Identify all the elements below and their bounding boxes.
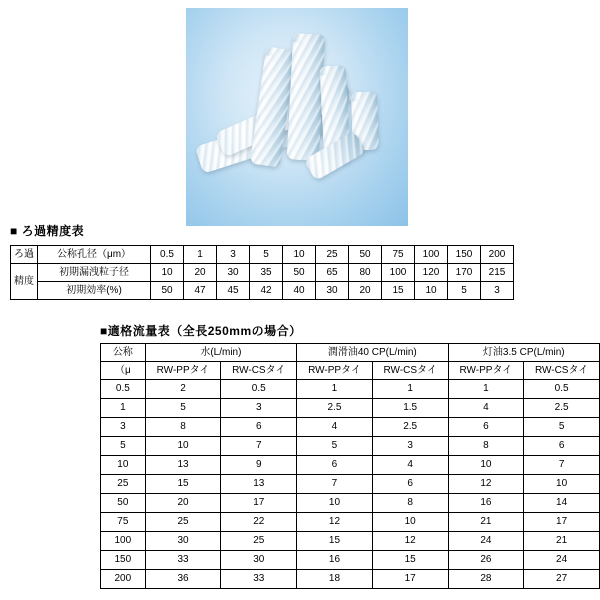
cell: 6 [372, 475, 448, 494]
row-header-initial-efficiency: 初期効率(%) [38, 282, 151, 300]
cell: 10 [415, 282, 448, 300]
cell: 15 [297, 532, 373, 551]
unit-label: （μ [101, 362, 146, 380]
cell: 10 [524, 475, 600, 494]
cell: 6 [524, 437, 600, 456]
cell: 0.5 [221, 380, 297, 399]
cell: 47 [184, 282, 217, 300]
row-label-nominal: 10 [101, 456, 146, 475]
cell: 6 [448, 418, 524, 437]
cell: 12 [297, 513, 373, 532]
table-row [101, 532, 600, 551]
cell: 22 [221, 513, 297, 532]
cell: 13 [145, 456, 221, 475]
subheader-oil-pp: RW-PPタイ [297, 362, 373, 380]
cell: 36 [145, 570, 221, 589]
cell: 12 [448, 475, 524, 494]
table-row [101, 399, 600, 418]
cell: 18 [297, 570, 373, 589]
table-header-row [101, 344, 600, 362]
table-row [11, 264, 514, 282]
cell: 7 [297, 475, 373, 494]
cell: 1 [448, 380, 524, 399]
subheader-kerosene-pp: RW-PPタイ [448, 362, 524, 380]
table-row [101, 475, 600, 494]
cell: 14 [524, 494, 600, 513]
cell: 1 [184, 246, 217, 264]
cell: 80 [349, 264, 382, 282]
product-photo [186, 8, 408, 226]
cell: 7 [524, 456, 600, 475]
cell: 10 [372, 513, 448, 532]
cell: 45 [217, 282, 250, 300]
filtration-accuracy-table [10, 245, 514, 300]
cell: 8 [145, 418, 221, 437]
cartridge-texture [287, 33, 326, 161]
cell: 21 [524, 532, 600, 551]
cell: 65 [316, 264, 349, 282]
cell: 30 [217, 264, 250, 282]
cell: 2.5 [372, 418, 448, 437]
cell: 1 [297, 380, 373, 399]
cell: 120 [415, 264, 448, 282]
row-label-filtration: ろ過 [11, 246, 38, 264]
row-label-nominal: 75 [101, 513, 146, 532]
cell: 17 [524, 513, 600, 532]
cell: 75 [382, 246, 415, 264]
group-header-kerosene: 灯油3.5 CP(L/min) [448, 344, 599, 362]
cell: 5 [145, 399, 221, 418]
cell: 4 [372, 456, 448, 475]
subheader-water-pp: RW-PPタイ [145, 362, 221, 380]
cell: 30 [221, 551, 297, 570]
cell: 3 [481, 282, 514, 300]
cell: 40 [283, 282, 316, 300]
table-row [101, 437, 600, 456]
cell: 150 [448, 246, 481, 264]
cell: 5 [448, 282, 481, 300]
cell: 4 [448, 399, 524, 418]
cell: 8 [372, 494, 448, 513]
cell: 5 [250, 246, 283, 264]
cell: 1.5 [372, 399, 448, 418]
cell: 10 [151, 264, 184, 282]
cell: 200 [481, 246, 514, 264]
table-row [101, 513, 600, 532]
cell: 6 [297, 456, 373, 475]
row-header-initial-leak-particle: 初期漏洩粒子径 [38, 264, 151, 282]
cell: 100 [415, 246, 448, 264]
row-label-nominal: 200 [101, 570, 146, 589]
corner-label-nominal: 公称 [101, 344, 146, 362]
cell: 7 [221, 437, 297, 456]
cell: 5 [524, 418, 600, 437]
cell: 42 [250, 282, 283, 300]
cell: 2.5 [524, 399, 600, 418]
cell: 2.5 [297, 399, 373, 418]
cell: 1 [372, 380, 448, 399]
table-row [101, 418, 600, 437]
cell: 20 [349, 282, 382, 300]
cell: 25 [316, 246, 349, 264]
cell: 3 [217, 246, 250, 264]
cell: 13 [221, 475, 297, 494]
row-label-nominal: 5 [101, 437, 146, 456]
row-label-nominal: 50 [101, 494, 146, 513]
cartridge-4 [287, 33, 326, 161]
cell: 16 [297, 551, 373, 570]
cell: 24 [524, 551, 600, 570]
group-header-water: 水(L/min) [145, 344, 296, 362]
cell: 9 [221, 456, 297, 475]
cell: 10 [283, 246, 316, 264]
row-label-nominal: 100 [101, 532, 146, 551]
cell: 3 [221, 399, 297, 418]
cell: 10 [448, 456, 524, 475]
cell: 25 [221, 532, 297, 551]
cell: 24 [448, 532, 524, 551]
cell: 4 [297, 418, 373, 437]
row-label-nominal: 25 [101, 475, 146, 494]
cell: 0.5 [524, 380, 600, 399]
table-subheader-row [101, 362, 600, 380]
accuracy-section-heading: ■ ろ過精度表 [10, 224, 85, 238]
cell: 21 [448, 513, 524, 532]
flow-section-heading: ■適格流量表（全長250mmの場合） [100, 324, 302, 338]
cell: 20 [184, 264, 217, 282]
cell: 12 [372, 532, 448, 551]
row-label-nominal: 0.5 [101, 380, 146, 399]
cell: 0.5 [151, 246, 184, 264]
group-header-lubricating-oil: 潤滑油40 CP(L/min) [297, 344, 448, 362]
cell: 50 [151, 282, 184, 300]
subheader-kerosene-cs: RW-CSタイ [524, 362, 600, 380]
table-row [11, 282, 514, 300]
table-row [11, 246, 514, 264]
cell: 28 [448, 570, 524, 589]
table-row [101, 551, 600, 570]
row-label-nominal: 1 [101, 399, 146, 418]
table-row [101, 494, 600, 513]
cell: 15 [382, 282, 415, 300]
cell: 15 [145, 475, 221, 494]
cell: 33 [145, 551, 221, 570]
table-row [101, 570, 600, 589]
cell: 100 [382, 264, 415, 282]
cell: 215 [481, 264, 514, 282]
cell: 27 [524, 570, 600, 589]
cell: 50 [283, 264, 316, 282]
cell: 30 [316, 282, 349, 300]
cell: 30 [145, 532, 221, 551]
cell: 20 [145, 494, 221, 513]
row-label-nominal: 3 [101, 418, 146, 437]
cell: 26 [448, 551, 524, 570]
table-row [101, 380, 600, 399]
cell: 16 [448, 494, 524, 513]
cell: 3 [372, 437, 448, 456]
cell: 33 [221, 570, 297, 589]
cell: 50 [349, 246, 382, 264]
subheader-water-cs: RW-CSタイ [221, 362, 297, 380]
cell: 8 [448, 437, 524, 456]
cell: 2 [145, 380, 221, 399]
row-label-nominal: 150 [101, 551, 146, 570]
cell: 6 [221, 418, 297, 437]
cell: 17 [372, 570, 448, 589]
cell: 25 [145, 513, 221, 532]
cell: 35 [250, 264, 283, 282]
row-header-nominal-pore: 公称孔径（μm） [38, 246, 151, 264]
cell: 17 [221, 494, 297, 513]
cell: 10 [297, 494, 373, 513]
table-row [101, 456, 600, 475]
cell: 10 [145, 437, 221, 456]
cell: 5 [297, 437, 373, 456]
cell: 170 [448, 264, 481, 282]
rated-flow-table [100, 343, 600, 589]
subheader-oil-cs: RW-CSタイ [372, 362, 448, 380]
cell: 15 [372, 551, 448, 570]
row-label-accuracy: 精度 [11, 264, 38, 300]
